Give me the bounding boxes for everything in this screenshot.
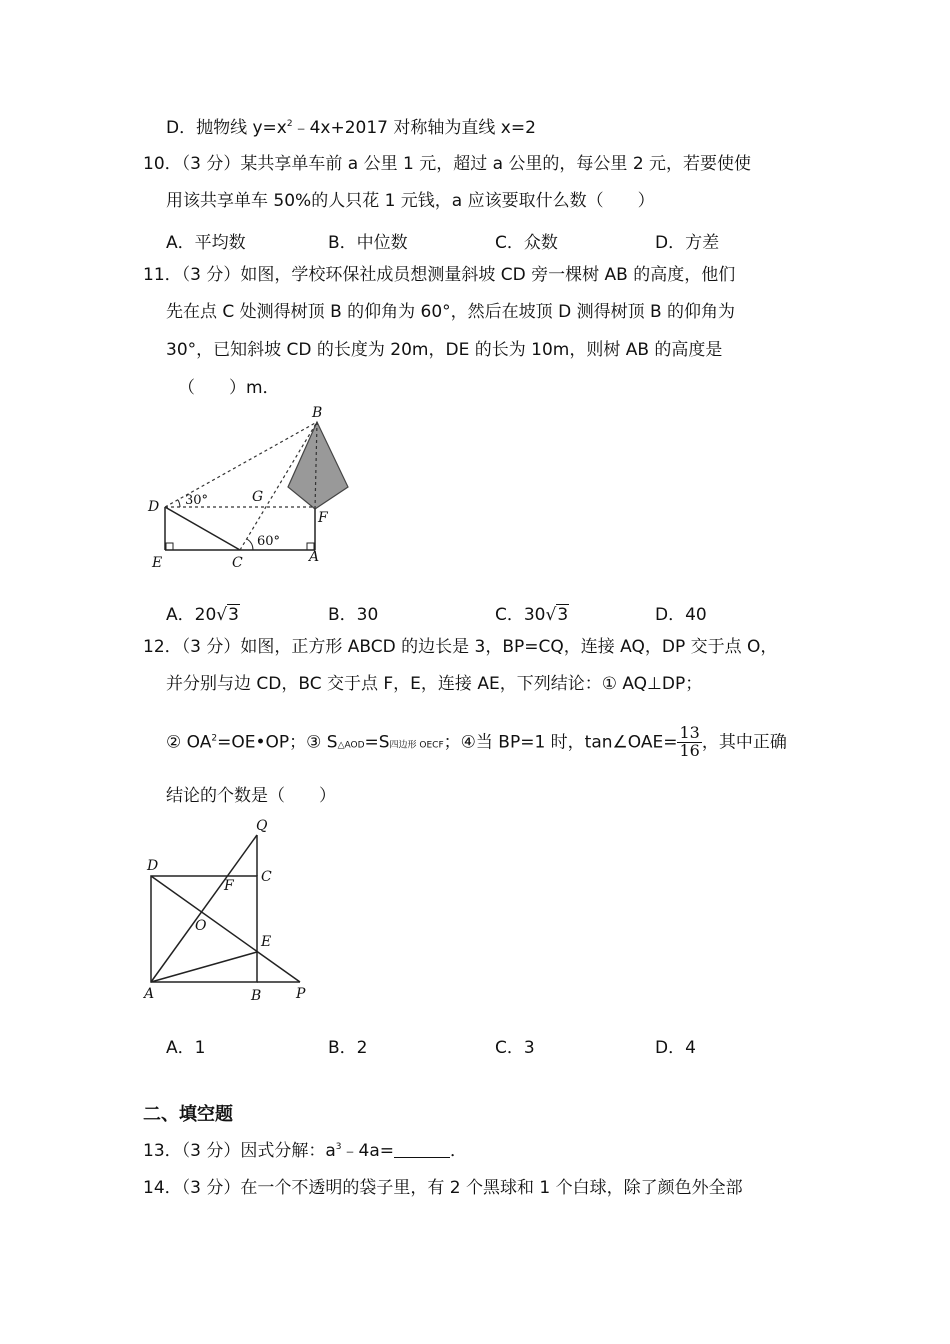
arc-30 bbox=[178, 500, 180, 507]
q10-line2: 用该共享单车 50%的人只花 1 元钱，a 应该要取什么数（ ） bbox=[166, 191, 655, 211]
q9-optd-post: ﹣4x+2017 对称轴为直线 x=2 bbox=[292, 118, 536, 138]
q10-line1: 10．（3 分）某共享单车前 a 公里 1 元，超过 a 公里的，每公里 2 元，若要使使 bbox=[143, 154, 752, 174]
q9-option-d bbox=[166, 118, 536, 138]
sqrt-sign: √ bbox=[545, 605, 557, 625]
q10-option-d: D．方差 bbox=[655, 233, 720, 253]
line-ae bbox=[151, 952, 257, 982]
arc-60 bbox=[247, 539, 253, 550]
q12-l3a: ② OA bbox=[166, 732, 212, 753]
q11-line3: 30°，已知斜坡 CD 的长度为 20m，DE 的长为 10m，则树 AB 的高度是 bbox=[166, 340, 723, 360]
q12-l3b: =OE•OP；③ S bbox=[217, 732, 338, 753]
q10-option-c: C．众数 bbox=[495, 233, 558, 253]
line-aq bbox=[151, 835, 257, 982]
q12-figure bbox=[140, 812, 320, 1007]
label-c: C bbox=[232, 555, 243, 571]
q9-optd-pre: D．抛物线 y=x bbox=[166, 118, 287, 138]
q12-l3d: ；④当 BP=1 时，tan∠OAE= bbox=[443, 732, 678, 753]
q11-option-d: D．40 bbox=[655, 605, 707, 625]
frac-den: 16 bbox=[679, 740, 700, 760]
q10-option-a: A．平均数 bbox=[166, 233, 246, 253]
label-g: G bbox=[252, 489, 264, 505]
label-f: F bbox=[318, 510, 328, 526]
q12-option-d: D．4 bbox=[655, 1038, 696, 1058]
q10-option-b: B．中位数 bbox=[328, 233, 408, 253]
sqrt-sign: √ bbox=[216, 605, 228, 625]
label-f: F bbox=[224, 878, 234, 894]
fraction-13-16 bbox=[677, 725, 701, 760]
q12-option-c: C．3 bbox=[495, 1038, 535, 1058]
q14-line1: 14．（3 分）在一个不透明的袋子里，有 2 个黑球和 1 个白球，除了颜色外全部 bbox=[143, 1178, 743, 1198]
label-d: D bbox=[147, 858, 159, 874]
label-b: B bbox=[312, 405, 323, 421]
label-c: C bbox=[261, 869, 272, 885]
q11-opta-rad: 3 bbox=[228, 605, 239, 625]
label-a: A bbox=[144, 986, 155, 1002]
q12-l3-sub1: △AOD bbox=[337, 740, 365, 751]
label-a: A bbox=[309, 549, 320, 565]
q11-opta-pre: A．20 bbox=[166, 605, 217, 625]
q11-option-c bbox=[495, 600, 569, 625]
q12-line1: 12．（3 分）如图，正方形 ABCD 的边长是 3，BP=CQ，连接 AQ，DP 交于点 O， bbox=[143, 637, 778, 657]
q13-post-b: ． bbox=[450, 1141, 467, 1161]
q12-option-a: A．1 bbox=[166, 1038, 206, 1058]
q12-l3c: =S bbox=[364, 732, 390, 753]
label-60: 60° bbox=[257, 534, 281, 549]
q11-option-a bbox=[166, 600, 240, 625]
q12-l3-sub2: 四边形 OECF bbox=[389, 740, 444, 751]
label-e: E bbox=[261, 934, 272, 950]
q13-line bbox=[143, 1141, 467, 1161]
q11-line4: （ ）m． bbox=[178, 378, 280, 398]
q11-optc-pre: C．30 bbox=[495, 605, 546, 625]
right-angle-e bbox=[166, 543, 173, 550]
label-d: D bbox=[148, 499, 160, 515]
label-e: E bbox=[152, 555, 163, 571]
q12-line3 bbox=[166, 725, 787, 760]
q11-optc-rad: 3 bbox=[557, 605, 569, 625]
q12-line4: 结论的个数是（ ） bbox=[166, 786, 336, 806]
q13-post-a: ﹣4a= bbox=[341, 1141, 394, 1161]
q13-pre: 13．（3 分）因式分解：a bbox=[143, 1141, 336, 1161]
q12-option-b: B．2 bbox=[328, 1038, 368, 1058]
frac-num: 13 bbox=[679, 723, 700, 742]
label-b: B bbox=[251, 988, 262, 1004]
answer-blank[interactable] bbox=[394, 1143, 450, 1158]
q13-sup: 3 bbox=[335, 1142, 342, 1152]
line-dc bbox=[165, 507, 240, 550]
q11-figure bbox=[140, 405, 370, 575]
q11-option-b: B．30 bbox=[328, 605, 379, 625]
q9-optd-sup: 2 bbox=[286, 119, 293, 129]
q11-line1: 11．（3 分）如图，学校环保社成员想测量斜坡 CD 旁一棵树 AB 的高度，他们 bbox=[143, 265, 736, 285]
q11-line2: 先在点 C 处测得树顶 B 的仰角为 60°，然后在坡顶 D 测得树顶 B 的仰角为 bbox=[166, 302, 736, 322]
section-title-fill-blank: 二、填空题 bbox=[143, 1104, 233, 1125]
label-o: O bbox=[195, 918, 207, 934]
q12-l3e: ，其中正确 bbox=[701, 732, 787, 753]
q12-line2: 并分别与边 CD，BC 交于点 F，E，连接 AE，下列结论：① AQ⊥DP； bbox=[166, 674, 703, 694]
label-q: Q bbox=[256, 818, 268, 834]
label-30: 30° bbox=[185, 493, 209, 508]
label-p: P bbox=[296, 986, 306, 1002]
q12-l3-sup: 2 bbox=[211, 733, 218, 744]
tree-shape bbox=[288, 422, 348, 509]
